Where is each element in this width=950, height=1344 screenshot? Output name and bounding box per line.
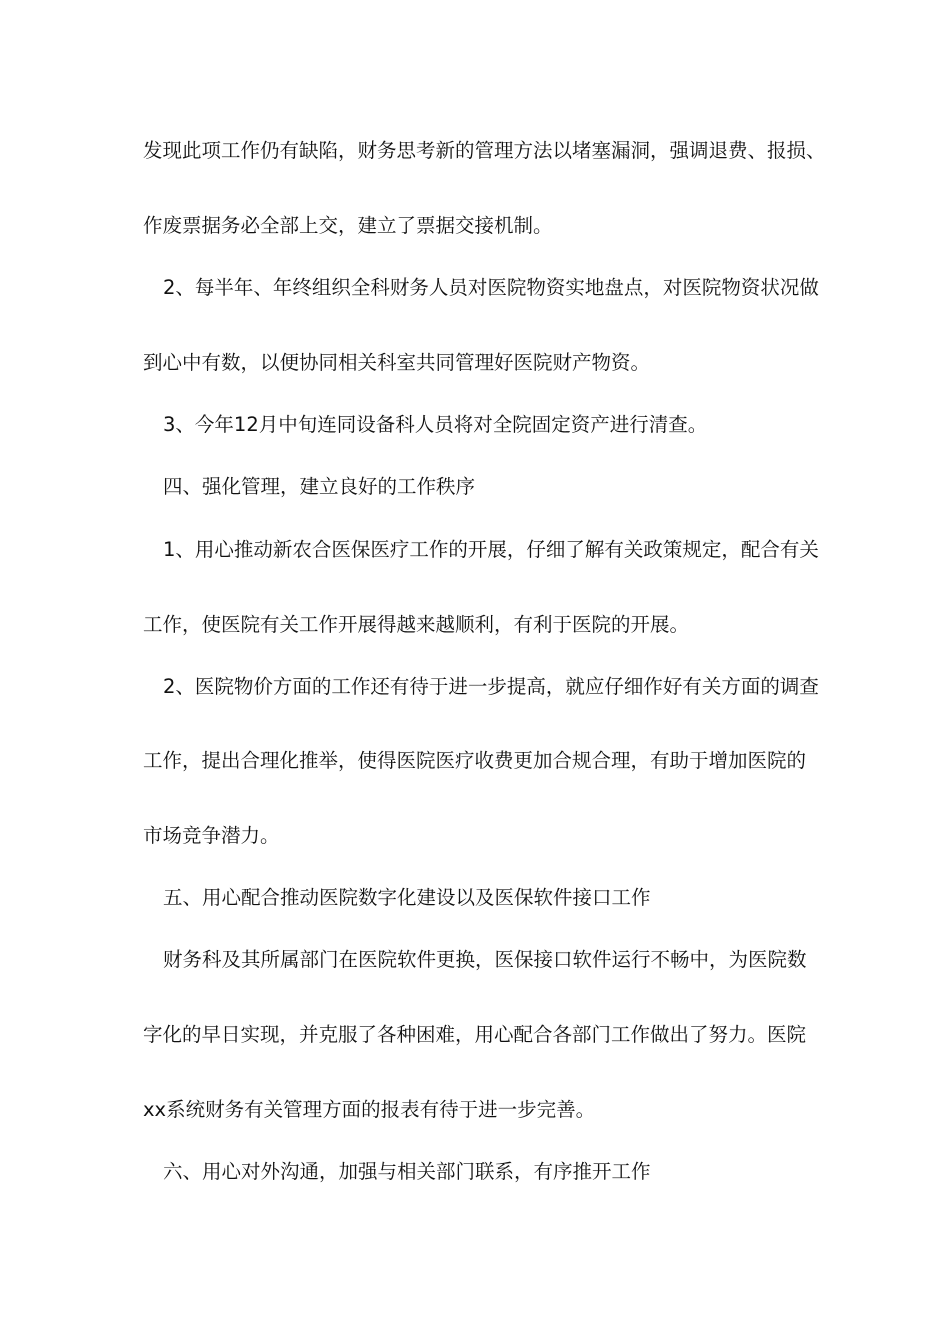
paragraph-line: 财务科及其所属部门在医院软件更换，医保接口软件运行不畅中，为医院数 [163,948,807,971]
paragraph-line: xx系统财务有关管理方面的报表有待于进一步完善。 [143,1098,596,1121]
paragraph-line: 字化的早日实现，并克服了各种困难，用心配合各部门工作做出了努力。医院 [143,1023,807,1046]
paragraph-line: 作废票据务必全部上交，建立了票据交接机制。 [143,214,553,237]
section-heading: 六、用心对外沟通，加强与相关部门联系，有序推开工作 [163,1160,651,1183]
paragraph-line: 3、今年12月中旬连同设备科人员将对全院固定资产进行清查。 [163,413,708,436]
paragraph-line: 2、医院物价方面的工作还有待于进一步提高，就应仔细作好有关方面的调查 [163,675,819,698]
paragraph-line: 工作，提出合理化推举，使得医院医疗收费更加合规合理，有助于增加医院的 [143,749,807,772]
paragraph-line: 发现此项工作仍有缺陷，财务思考新的管理方法以堵塞漏洞，强调退费、报损、 [143,139,826,162]
section-heading: 五、用心配合推动医院数字化建设以及医保软件接口工作 [163,886,651,909]
paragraph-line: 2、每半年、年终组织全科财务人员对医院物资实地盘点，对医院物资状况做 [163,276,819,299]
paragraph-line: 到心中有数，以便协同相关科室共同管理好医院财产物资。 [143,351,651,374]
paragraph-line: 市场竞争潜力。 [143,824,280,847]
paragraph-line: 工作，使医院有关工作开展得越来越顺利，有利于医院的开展。 [143,613,690,636]
section-heading: 四、强化管理，建立良好的工作秩序 [163,475,476,498]
paragraph-line: 1、用心推动新农合医保医疗工作的开展，仔细了解有关政策规定，配合有关 [163,538,819,561]
